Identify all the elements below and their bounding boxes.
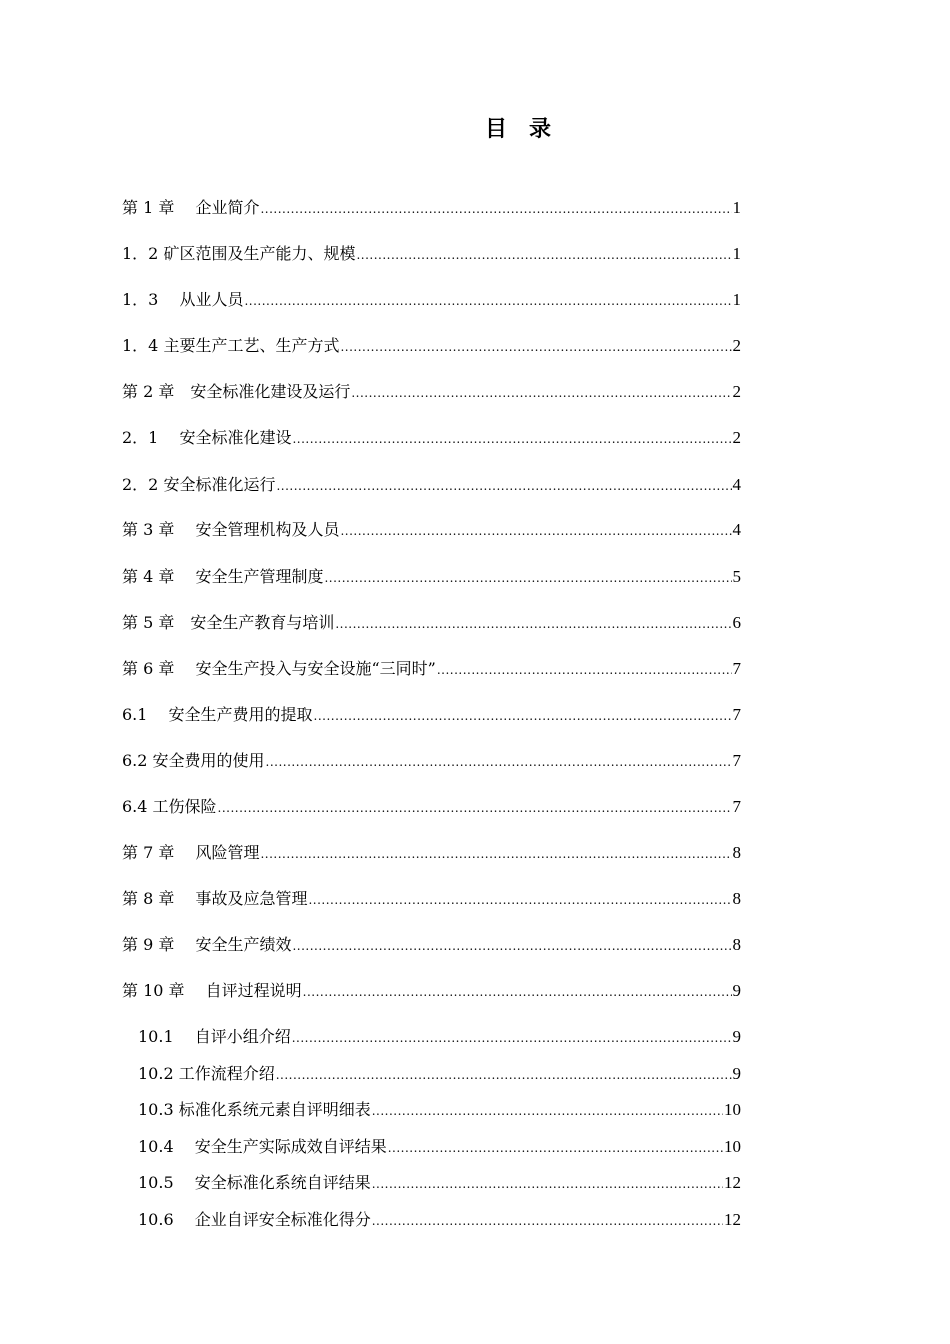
toc-entry-page: 9	[732, 1064, 741, 1083]
toc-entry-label: 6.2 安全费用的使用	[122, 751, 265, 770]
toc-entry[interactable]	[122, 750, 741, 773]
toc-entry[interactable]	[122, 427, 741, 450]
toc-entry-page: 5	[732, 567, 741, 586]
toc-entry-page: 2	[732, 382, 741, 401]
toc-leader-dots	[324, 566, 731, 589]
toc-entry-page: 7	[732, 751, 741, 770]
toc-leader-dots	[340, 519, 731, 542]
toc-leader-dots	[335, 612, 731, 635]
toc-entry[interactable]	[122, 519, 741, 542]
toc-entry-label: 第 2 章 安全标准化建设及运行	[122, 382, 351, 401]
toc-entry-label: 10.5 安全标准化系统自评结果	[138, 1173, 371, 1192]
toc-entry-label: 6.4 工伤保险	[122, 797, 217, 816]
toc-entry-label: 1．2 矿区范围及生产能力、规模	[122, 244, 356, 263]
toc-leader-dots	[308, 888, 731, 911]
toc-entry[interactable]	[122, 842, 741, 865]
toc-entry-label: 2．2 安全标准化运行	[122, 475, 276, 494]
toc-leader-dots	[292, 934, 731, 957]
toc-entry-page: 2	[732, 428, 741, 447]
toc-entry[interactable]	[122, 335, 741, 358]
toc-entry-label: 第 7 章 风险管理	[122, 843, 260, 862]
toc-entry-label: 6.1 安全生产费用的提取	[122, 705, 313, 724]
toc-entry[interactable]	[138, 1136, 741, 1159]
toc-leader-dots	[340, 335, 731, 358]
toc-entry[interactable]	[122, 980, 741, 1003]
toc-entry-label: 第 5 章 安全生产教育与培训	[122, 613, 335, 632]
toc-entry-page: 8	[732, 843, 741, 862]
toc-entry-label: 第 6 章 安全生产投入与安全设施“三同时”	[122, 659, 436, 678]
toc-entry[interactable]	[122, 381, 741, 404]
toc-entry-label: 10.1 自评小组介绍	[138, 1027, 291, 1046]
toc-leader-dots	[260, 842, 731, 865]
toc-entry-label: 1．3 从业人员	[122, 290, 244, 309]
toc-entry[interactable]	[122, 243, 741, 266]
toc-entry-label: 10.3 标准化系统元素自评明细表	[138, 1100, 371, 1119]
toc-leader-dots	[372, 1099, 723, 1122]
toc-entry[interactable]	[138, 1026, 741, 1049]
toc-entry-page: 7	[732, 705, 741, 724]
toc-leader-dots	[356, 243, 731, 266]
toc-leader-dots	[351, 381, 731, 404]
toc-leader-dots	[292, 1026, 732, 1049]
toc-entry-page: 12	[724, 1173, 741, 1192]
toc-leader-dots	[244, 289, 731, 312]
toc-leader-dots	[314, 704, 732, 727]
toc-entry[interactable]	[122, 289, 741, 312]
toc-entry[interactable]	[122, 658, 741, 681]
toc-leader-dots	[303, 980, 732, 1003]
toc-leader-dots	[388, 1136, 723, 1159]
toc-entry-page: 4	[732, 520, 741, 539]
toc-entry[interactable]	[138, 1209, 741, 1232]
toc-entry-page: 8	[732, 935, 741, 954]
toc-entry-page: 1	[732, 198, 741, 217]
toc-leader-dots	[266, 750, 732, 773]
toc-leader-dots	[218, 796, 732, 819]
toc-entry-page: 10	[724, 1137, 741, 1156]
toc-entry[interactable]	[122, 474, 741, 497]
toc-entry-label: 第 10 章 自评过程说明	[122, 981, 302, 1000]
toc-entry-page: 8	[732, 889, 741, 908]
toc-entry-page: 9	[732, 981, 741, 1000]
toc-entry[interactable]	[138, 1099, 741, 1122]
toc-entry-label: 第 4 章 安全生产管理制度	[122, 567, 324, 586]
toc-entry-label: 10.2 工作流程介绍	[138, 1064, 275, 1083]
toc-entry[interactable]	[122, 796, 741, 819]
toc-leader-dots	[372, 1172, 723, 1195]
toc-leader-dots	[292, 427, 731, 450]
toc-title: 目 录	[484, 117, 551, 142]
toc-entry[interactable]	[138, 1063, 741, 1086]
toc-entry[interactable]	[122, 934, 741, 957]
toc-entry[interactable]	[122, 704, 741, 727]
toc-leader-dots	[276, 1063, 732, 1086]
toc-entry-label: 第 8 章 事故及应急管理	[122, 889, 308, 908]
toc-entry[interactable]	[122, 612, 741, 635]
toc-leader-dots	[276, 474, 731, 497]
toc-entry-page: 4	[732, 475, 741, 494]
toc-entry-label: 第 9 章 安全生产绩效	[122, 935, 292, 954]
toc-entry-page: 7	[732, 659, 741, 678]
toc-entry-page: 7	[732, 797, 741, 816]
toc-leader-dots	[437, 658, 732, 681]
toc-entry-label: 1．4 主要生产工艺、生产方式	[122, 336, 340, 355]
toc-entry-page: 9	[732, 1027, 741, 1046]
toc-entry-page: 2	[732, 336, 741, 355]
toc-entry[interactable]	[122, 197, 741, 220]
toc-entry-label: 2．1 安全标准化建设	[122, 428, 292, 447]
toc-entry-page: 1	[732, 244, 741, 263]
toc-entry[interactable]	[122, 888, 741, 911]
toc-entry-label: 10.4 安全生产实际成效自评结果	[138, 1137, 387, 1156]
toc-entry-page: 1	[732, 290, 741, 309]
toc-entry-label: 10.6 企业自评安全标准化得分	[138, 1210, 371, 1229]
toc-entry-label: 第 1 章 企业简介	[122, 198, 260, 217]
toc-leader-dots	[372, 1209, 723, 1232]
toc-entry-page: 10	[724, 1100, 741, 1119]
toc-entry[interactable]	[138, 1172, 741, 1195]
toc-leader-dots	[260, 197, 731, 220]
toc-entry-label: 第 3 章 安全管理机构及人员	[122, 520, 340, 539]
toc-entry-page: 6	[732, 613, 741, 632]
toc-entry-page: 12	[724, 1210, 741, 1229]
toc-entry[interactable]	[122, 566, 741, 589]
